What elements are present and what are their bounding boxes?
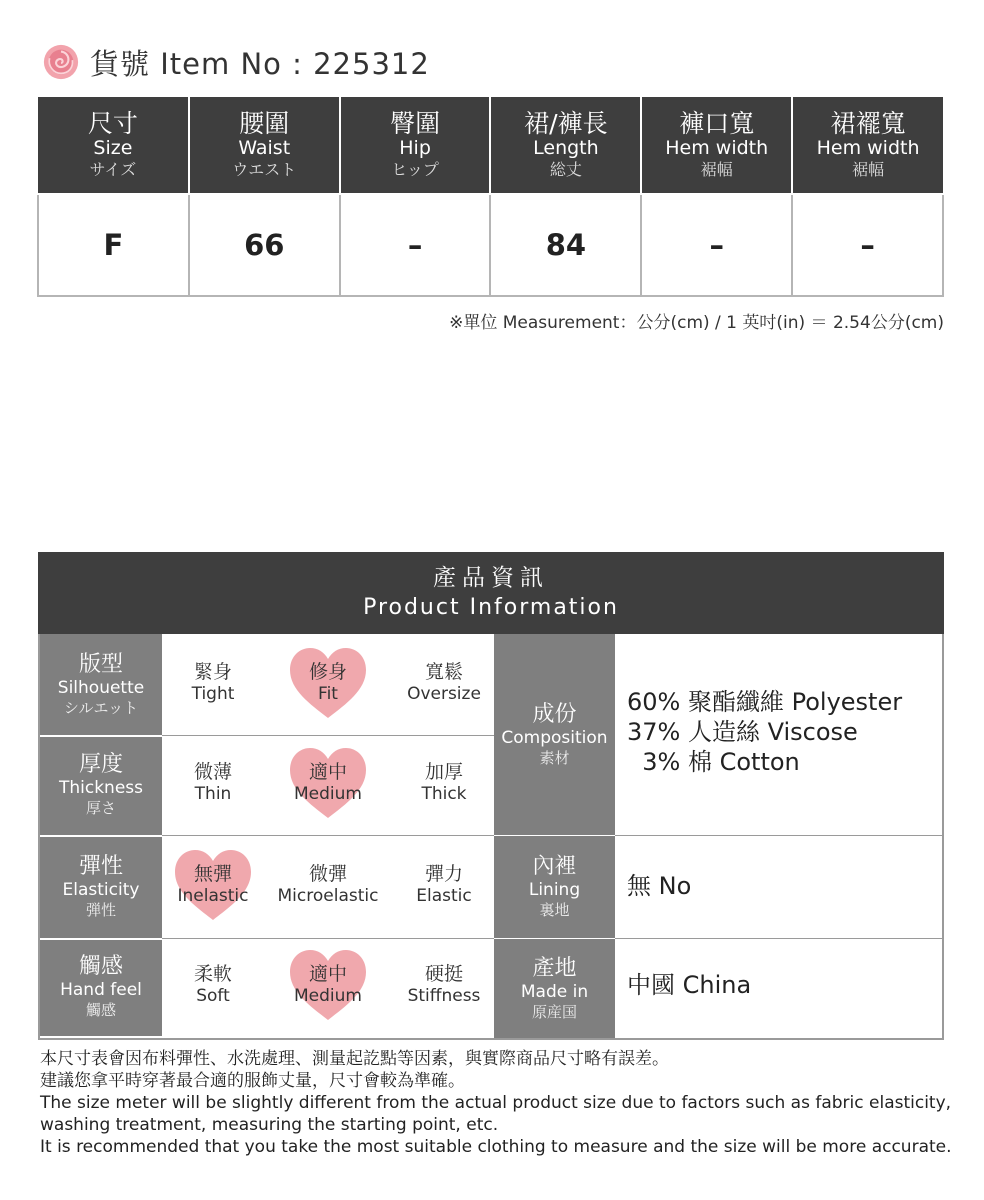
option-en: Oversize — [407, 683, 481, 704]
option-en: Microelastic — [277, 885, 379, 906]
option-zh: 柔軟 — [193, 963, 232, 985]
attribute-label-en: Elasticity — [62, 879, 140, 900]
size-cell: – — [792, 194, 943, 296]
size-column-zh: 裙襬寬 — [830, 109, 906, 138]
size-column-jp: 裾幅 — [700, 160, 733, 179]
composition-line: 60% 聚酯纖維 Polyester — [627, 688, 903, 716]
composition-line: 3% 棉 Cotton — [627, 748, 800, 776]
size-cell: F — [38, 194, 189, 296]
row-divider — [162, 938, 494, 939]
product-info-panel — [38, 552, 944, 1040]
size-table — [37, 97, 944, 297]
size-column-jp: 裾幅 — [852, 160, 885, 179]
attribute-label-jp: シルエット — [63, 698, 139, 717]
composition-label-jp: 素材 — [539, 748, 570, 767]
size-column-en: Size — [93, 137, 133, 159]
disclaimer-line: washing treatment, measuring the starting point, etc. — [40, 1115, 499, 1135]
size-column-zh: 腰圍 — [239, 109, 290, 138]
origin-label — [494, 939, 615, 1038]
size-column-zh: 裙/褲長 — [524, 109, 608, 138]
attribute-option-selected — [273, 963, 383, 1007]
option-zh: 微彈 — [308, 862, 347, 885]
option-zh: 修身 — [308, 660, 347, 683]
attribute-label — [40, 735, 162, 835]
option-zh: 適中 — [308, 761, 347, 783]
size-column-zh: 褲口寬 — [679, 109, 755, 138]
size-column-header — [340, 97, 491, 194]
attribute-label-zh: 觸感 — [78, 954, 123, 979]
size-column-jp: サイズ — [89, 160, 137, 179]
disclaimer-line: The size meter will be slightly different from the actual product size due to factors such as fabric elasticity, — [40, 1093, 952, 1113]
size-table-header-row — [38, 97, 943, 194]
size-cell: – — [641, 194, 792, 296]
size-cell: – — [340, 194, 491, 296]
label-divider — [40, 835, 162, 837]
option-en: Soft — [196, 986, 230, 1006]
attribute-label-jp: 觸感 — [85, 1001, 116, 1019]
composition-value — [627, 687, 902, 777]
rose-icon — [42, 43, 80, 81]
label-divider — [40, 938, 162, 940]
size-column-en: Hem width — [816, 137, 920, 159]
attribute-option — [389, 963, 499, 1007]
size-cell: 66 — [189, 194, 340, 296]
lining-label-en: Lining — [528, 880, 581, 900]
item-header — [42, 40, 430, 84]
size-column-en: Hip — [399, 137, 431, 159]
option-en: Fit — [318, 683, 338, 704]
origin-label-zh: 產地 — [532, 955, 577, 981]
origin-label-en: Made in — [520, 981, 589, 1002]
option-zh: 適中 — [308, 963, 347, 985]
option-zh: 微薄 — [193, 761, 232, 783]
attribute-label-en: Hand feel — [60, 980, 142, 1000]
label-divider — [40, 735, 162, 737]
attribute-label-zh: 版型 — [78, 651, 123, 677]
option-en: Medium — [294, 784, 362, 804]
origin-label-jp: 原産国 — [531, 1002, 577, 1021]
size-column-header — [792, 97, 943, 194]
attribute-label — [40, 938, 162, 1036]
size-column-zh: 尺寸 — [87, 109, 138, 138]
option-en: Thick — [421, 784, 467, 804]
size-disclaimer — [40, 1048, 950, 1158]
option-en: Thin — [194, 784, 232, 804]
attribute-option-selected — [273, 661, 383, 705]
size-column-en: Length — [533, 137, 599, 159]
item-number-title: 貨號 Item No : 225312 — [90, 46, 430, 81]
lining-value: 無 No — [627, 872, 692, 900]
product-info-title-en: Product Information — [363, 595, 619, 620]
size-table-row — [38, 194, 943, 296]
attribute-option — [389, 661, 499, 705]
size-column-zh: 臀圍 — [390, 109, 441, 138]
attribute-label-jp: 厚さ — [85, 799, 116, 817]
disclaimer-line: 本尺寸表會因布料彈性、水洗處理、測量起訖點等因素，與實際商品尺寸略有誤差。 — [40, 1049, 669, 1069]
attribute-label-en: Silhouette — [57, 677, 145, 698]
disclaimer-line: 建議您拿平時穿著最合適的服飾丈量，尺寸會較為準確。 — [40, 1071, 465, 1091]
option-en: Medium — [294, 986, 362, 1006]
origin-value: 中國 China — [627, 971, 752, 999]
attribute-option-selected — [158, 863, 268, 907]
size-column-en: Hem width — [665, 137, 769, 159]
option-zh: 硬挺 — [424, 963, 463, 985]
row-divider — [162, 835, 494, 836]
attribute-label — [40, 835, 162, 938]
row-divider — [162, 735, 494, 736]
composition-label — [494, 634, 615, 835]
composition-line: 37% 人造絲 Viscose — [627, 718, 858, 746]
attribute-option — [158, 761, 268, 805]
attribute-label — [40, 634, 162, 735]
composition-label-zh: 成份 — [532, 701, 577, 727]
product-info-title-zh: 產品資訊 — [433, 565, 549, 591]
attribute-label-zh: 厚度 — [78, 752, 123, 777]
size-column-jp: ウエスト — [232, 160, 297, 179]
size-column-header — [38, 97, 189, 194]
option-en: Tight — [191, 683, 235, 704]
size-column-header — [189, 97, 340, 194]
size-column-header — [641, 97, 792, 194]
size-column-jp: ヒップ — [391, 160, 439, 179]
option-zh: 無彈 — [193, 862, 232, 885]
option-zh: 寬鬆 — [424, 660, 463, 683]
disclaimer-line: It is recommended that you take the most suitable clothing to measure and the size will be more accurate. — [40, 1137, 952, 1157]
product-info-header — [38, 552, 944, 634]
attribute-option — [158, 963, 268, 1007]
attribute-option-selected — [273, 761, 383, 805]
size-column-jp: 総丈 — [549, 160, 582, 179]
size-column-en: Waist — [238, 137, 291, 159]
size-column-header — [490, 97, 641, 194]
option-en: Elastic — [416, 885, 472, 906]
option-zh: 彈力 — [424, 862, 463, 885]
attribute-option — [273, 863, 383, 907]
attribute-option — [389, 863, 499, 907]
lining-label-jp: 裏地 — [539, 901, 570, 919]
lining-label-zh: 內裡 — [532, 854, 577, 879]
attribute-label-zh: 彈性 — [78, 853, 123, 879]
product-info-grid — [38, 634, 944, 1040]
attribute-label-en: Thickness — [58, 778, 144, 798]
attribute-label-jp: 弾性 — [85, 900, 116, 919]
composition-label-en: Composition — [501, 727, 608, 748]
option-zh: 加厚 — [424, 761, 463, 783]
size-cell: 84 — [490, 194, 641, 296]
option-en: Stiffness — [407, 986, 481, 1006]
attribute-option — [158, 661, 268, 705]
attribute-option — [389, 761, 499, 805]
option-zh: 緊身 — [193, 660, 232, 683]
option-en: Inelastic — [177, 885, 249, 906]
measurement-note: ※單位 Measurement：公分(cm) / 1 英吋(in) ＝ 2.54公分(cm) — [449, 313, 944, 333]
lining-label — [494, 836, 615, 938]
